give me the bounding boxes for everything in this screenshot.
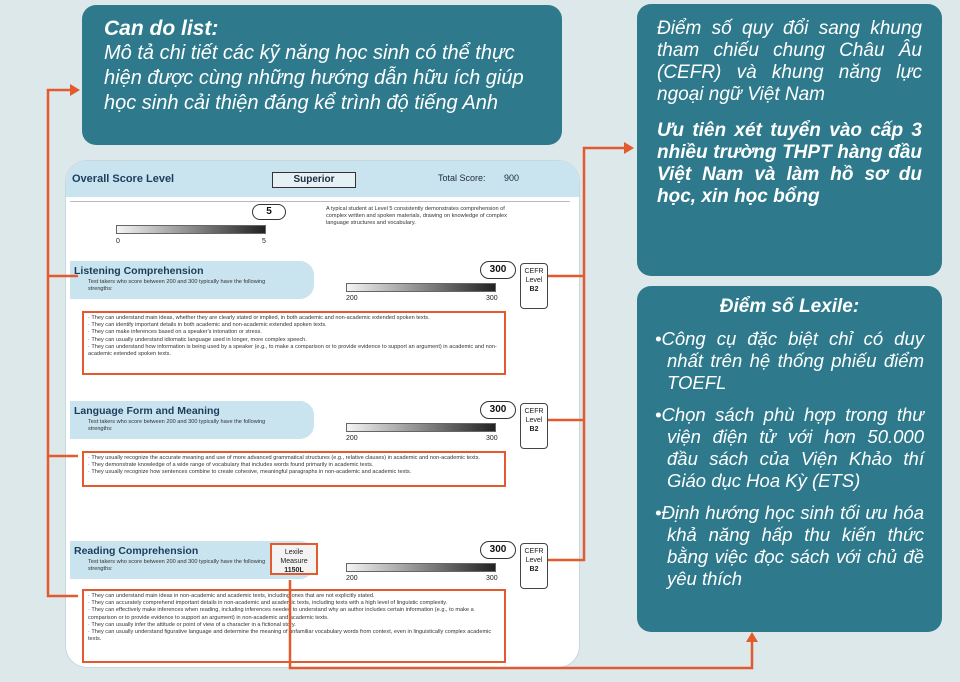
language-form-cefr-level-label: Level xyxy=(525,417,543,424)
language-form-max-label: 300 xyxy=(486,435,498,442)
language-form-min-label: 200 xyxy=(346,435,358,442)
can-do-connector xyxy=(48,90,78,276)
report-title: Overall Score Level xyxy=(72,173,175,185)
lexile-callout-item: •Chọn sách phù hợp trong thư viện điện tử với hơn 50.000 đầu sách của Viện Khảo thí Giáo dục Hoa Kỳ (ETS) xyxy=(655,404,924,491)
reading-max-label: 300 xyxy=(486,575,498,582)
strength-item: · They can understand how information is being used by a speaker (e.g., to make a comparison or to provide evidence to support an argument) in academic and non-academic extended spoken texts. xyxy=(88,343,497,358)
overall-description: A typical student at Level 5 consistently demonstrates comprehension of complex written and spoken materials, drawing on knowledge of complex language structures and vocabulary. xyxy=(326,206,507,227)
total-score-label: Total Score: xyxy=(438,173,486,183)
arrowhead-icon xyxy=(746,632,758,642)
cefr-connector xyxy=(548,276,584,420)
overall-min-label: 0 xyxy=(116,238,120,245)
admission-callout-text: Ưu tiên xét tuyển vào cấp 3 nhiều trường THPT hàng đầu Việt Nam và làm hồ sơ du học, xin học bổng xyxy=(657,120,922,207)
strength-item: · They can usually infer the attitude or point of view of a character in a fictional story. xyxy=(88,621,296,628)
strength-item: · They can accurately comprehend important details in non-academic and academic texts, including texts with a high level of linguistic complexity. xyxy=(88,600,448,607)
lexile-callout-item: •Định hướng học sinh tối ưu hóa khả năng hấp thu kiến thức bằng việc đọc sách với chủ đề yêu thích xyxy=(655,502,924,589)
strength-item: · They usually recognize the accurate meaning and use of more advanced grammatical structures (e.g., relative clauses) in academic and non-academic texts. xyxy=(88,455,480,461)
lexile-value: 1150L xyxy=(284,567,304,574)
arrowhead-icon xyxy=(624,142,634,154)
listening-subtitle: Test takers who score between 200 and 300 typically have the following strengths: xyxy=(88,279,266,292)
can-do-connector xyxy=(48,276,78,456)
strength-item: · They can usually understand figurative language and determine the meaning of unfamiliar vocabulary words from context, even in linguistically complex academic texts. xyxy=(88,629,492,643)
reading-title: Reading Comprehension xyxy=(74,545,199,557)
cefr-connector xyxy=(548,148,628,276)
strength-item: · They can understand main ideas in non-academic and academic texts, including ones that are not explicitly stated. xyxy=(88,593,375,599)
listening-title: Listening Comprehension xyxy=(74,265,204,277)
cefr-connector xyxy=(548,420,584,560)
strength-item: · They demonstrate knowledge of a wide range of vocabulary that includes words found primarily in academic texts. xyxy=(88,462,374,469)
can-do-list-text: Mô tả chi tiết các kỹ năng học sinh có thể thực hiện được cùng những hướng dẫn hữu ích giúp học sinh cải thiện đáng kể trình độ tiếng Anh xyxy=(104,42,524,114)
can-do-list-title: Can do list: xyxy=(104,17,219,40)
lexile-connector xyxy=(290,580,752,668)
reading-subtitle: Test takers who score between 200 and 300 typically have the following strengths: xyxy=(88,559,266,572)
arrowhead-icon xyxy=(70,84,80,96)
overall-level-box: Superior xyxy=(272,172,356,188)
strength-item: · They can identify important details in both academic and non-academic extended spoken texts. xyxy=(88,322,327,329)
language-form-score-bubble: 300 xyxy=(480,401,516,419)
lexile-label: Lexile xyxy=(284,549,304,556)
can-do-connector xyxy=(48,456,78,596)
reading-cefr-label: CEFR xyxy=(524,548,544,555)
listening-score-bubble: 300 xyxy=(480,261,516,279)
strength-item: · They usually recognize how sentences combine to create cohesive, meaningful paragraphs in non-academic and academic texts. xyxy=(88,469,412,476)
language-form-cefr-value: B2 xyxy=(529,426,539,433)
overall-score-bubble: 5 xyxy=(252,204,286,220)
overall-max-label: 5 xyxy=(262,238,266,245)
lexile-measure-label: Measure xyxy=(280,558,308,565)
listening-cefr-level-label: Level xyxy=(525,277,543,284)
listening-min-label: 200 xyxy=(346,295,358,302)
language-form-cefr-label: CEFR xyxy=(524,408,544,415)
listening-max-label: 300 xyxy=(486,295,498,302)
language-form-title: Language Form and Meaning xyxy=(74,405,220,417)
reading-cefr-level-label: Level xyxy=(525,557,543,564)
reading-score-bubble: 300 xyxy=(480,541,516,559)
total-score-value: 900 xyxy=(504,173,520,183)
lexile-callout-item: •Công cụ đặc biệt chỉ có duy nhất trên hệ thống phiếu điểm TOEFL xyxy=(655,328,924,393)
reading-min-label: 200 xyxy=(346,575,358,582)
cefr-callout-text: Điểm số quy đổi sang khung tham chiếu chung Châu Âu (CEFR) và khung năng lực ngoại ngữ Việt Nam xyxy=(657,18,922,105)
listening-cefr-value: B2 xyxy=(529,286,539,293)
strength-item: · They can usually understand idiomatic language used in longer, more complex speech. xyxy=(88,336,307,343)
strength-item: · They can understand main ideas, whether they are clearly stated or implied, in both academic and non-academic extended spoken texts. xyxy=(88,315,430,321)
listening-cefr-label: CEFR xyxy=(524,268,544,275)
strength-item: · They can effectively make inferences when reading, including inferences needed to understand why an author includes certain information (e.g., to make a comparison or to provide evidence to support an argument) in non-academic and academic texts. xyxy=(88,607,474,621)
language-form-subtitle: Test takers who score between 200 and 300 typically have the following strengths: xyxy=(88,419,266,432)
strength-item: · They can make inferences based on a speaker's intonation or stress. xyxy=(88,329,262,336)
reading-cefr-value: B2 xyxy=(529,566,539,573)
lexile-callout-title: Điểm số Lexile: xyxy=(719,296,860,317)
